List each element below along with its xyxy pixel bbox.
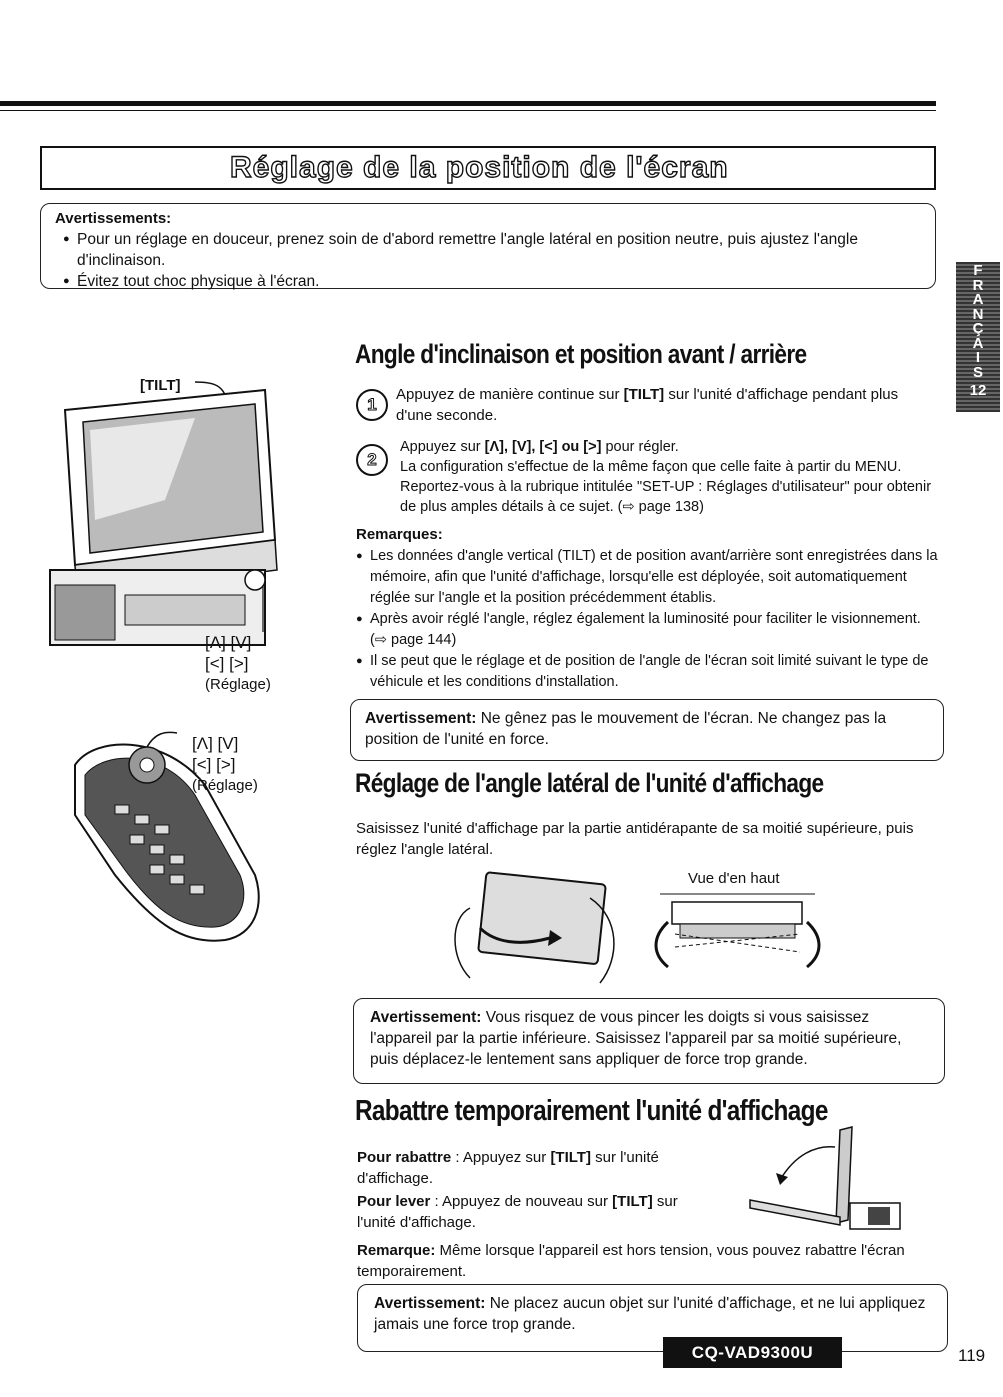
model-badge: CQ-VAD9300U <box>663 1337 842 1368</box>
remote-arrows-up-down: [Λ] [V] <box>192 734 239 753</box>
step-2-badge <box>356 444 388 476</box>
page-number: 119 <box>958 1346 986 1365</box>
section2-warning-box <box>353 998 945 1084</box>
lateral-instructions: Saisissez l'unité d'affichage par la partie antidérapante de sa moitié supérieure, puis réglez l'angle latéral. <box>356 820 914 858</box>
page-title: Réglage de la position de l'écran <box>230 151 729 184</box>
fold-label: Pour rabattre <box>357 1149 452 1166</box>
lateral-grip-illustration <box>440 868 630 998</box>
language-tab-letter: I <box>975 349 981 366</box>
step-1-text-post: sur l'unité d'affichage pendant plus d'une seconde. <box>396 386 899 424</box>
step-1-text <box>396 384 936 426</box>
head-unit-illustration <box>45 370 285 660</box>
language-tab-number: 12 <box>969 382 987 399</box>
fold-illustration <box>740 1125 915 1235</box>
step-number: 1 <box>356 389 388 421</box>
remote-arrows-left-right: [<] [>] <box>192 755 236 774</box>
remarks-list <box>356 546 938 693</box>
section-heading-tilt: Angle d'inclinaison et position avant / arrière <box>355 339 807 369</box>
lift-instruction <box>357 1191 712 1233</box>
arrow-keys: [Λ], [V], [<] ou [>] <box>484 439 602 455</box>
language-tab-letter: S <box>972 363 983 381</box>
language-tab <box>956 262 1000 412</box>
warning-text: Ne gênez pas le mouvement de l'écran. Ne changez pas la position de l'unité en force. <box>365 710 887 748</box>
remark-item: ● Les données d'angle vertical (TILT) et de position avant/arrière sont enregistrées dans la mémoire, afin que l'unité d'affichage, lorsqu'elle est déployée, soit automatiquement réglée sur l'angle et la position précédemment établis. <box>356 546 938 609</box>
section-heading-fold: Rabattre temporairement l'unité d'affichage <box>355 1095 828 1127</box>
top-warning-heading: Avertissements: <box>55 210 172 227</box>
remark-item: ● Il se peut que le réglage et de position de l'angle de l'écran soit limité suivant le type de véhicule et les conditions d'installation. <box>356 651 938 693</box>
unit-arrows-left-right: [<] [>] <box>205 654 249 673</box>
warning-heading: Avertissement: <box>370 1009 482 1026</box>
step-1-text-pre: Appuyez de manière continue sur <box>396 386 624 403</box>
fold-remark <box>357 1240 937 1282</box>
step-2-text-post: pour régler. <box>601 439 679 455</box>
warning-text: Vous risquez de vous pincer les doigts si vous saisissez l'appareil par la partie inférieure. Saisissez l'appareil par sa moitié supérieure, puis déplacez-le lentement sans appliquer de force trop grande. <box>370 1009 902 1068</box>
unit-adjust-label: (Réglage) <box>205 676 271 693</box>
top-warning-box <box>40 203 936 289</box>
language-tab-letter: F <box>973 262 983 279</box>
remote-adjust-label: (Réglage) <box>192 777 258 794</box>
unit-arrows-up-down: [Λ] [V] <box>205 633 252 652</box>
fold-instruction <box>357 1147 712 1189</box>
page-title-box <box>40 146 936 190</box>
language-tab-letter: A <box>972 334 984 352</box>
tilt-key: [TILT] <box>612 1193 653 1210</box>
remark-text: Même lorsque l'appareil est hors tension, vous pouvez rabattre l'écran temporairement. <box>357 1242 905 1280</box>
remark-item: ● Après avoir réglé l'angle, réglez également la luminosité pour faciliter le visionnement. (⇨ page 144) <box>356 609 938 651</box>
tilt-key: [TILT] <box>550 1149 591 1166</box>
remote-arrow-keys <box>192 733 258 796</box>
top-view-label: Vue d'en haut <box>688 870 780 887</box>
top-rule-thin <box>0 110 936 111</box>
lift-label: Pour lever <box>357 1193 431 1210</box>
section3-warning-box <box>357 1284 948 1352</box>
step-1-badge <box>356 389 388 421</box>
warning-text: Ne placez aucun objet sur l'unité d'affichage, et ne lui appliquez jamais une force trop grande. <box>374 1295 926 1333</box>
step-2-text <box>400 437 935 517</box>
warning-heading: Avertissement: <box>365 710 477 727</box>
language-tab-letter: R <box>972 276 984 294</box>
section-heading-lateral: Réglage de l'angle latéral de l'unité d'affichage <box>355 768 824 798</box>
top-view-illustration <box>650 892 825 977</box>
language-tab-letter: N <box>972 305 984 323</box>
section1-warning-box <box>350 699 944 761</box>
tilt-key: [TILT] <box>623 386 665 403</box>
fold-text-pre: : Appuyez sur <box>451 1149 551 1166</box>
lift-text-pre: : Appuyez de nouveau sur <box>430 1193 613 1210</box>
remarks-heading: Remarques: <box>356 526 443 543</box>
language-tab-letter: Ç <box>972 320 984 337</box>
unit-arrow-keys <box>205 632 271 695</box>
top-warning-item: ● Pour un réglage en douceur, prenez soin de d'abord remettre l'angle latéral en position neutre, puis ajustez l'angle d'inclinaison. <box>63 229 921 271</box>
language-tab-letter: A <box>972 291 984 308</box>
remark-heading: Remarque: <box>357 1242 436 1259</box>
top-rule <box>0 101 936 106</box>
lift-text-post: sur l'unité d'affichage. <box>357 1193 678 1231</box>
step-2-text-pre: Appuyez sur <box>400 439 485 455</box>
fold-text-post: sur l'unité d'affichage. <box>357 1149 659 1187</box>
top-warning-item: ● Évitez tout choc physique à l'écran. <box>63 271 921 292</box>
step-number: 2 <box>356 444 388 476</box>
warning-heading: Avertissement: <box>374 1295 486 1312</box>
tilt-label: [TILT] <box>140 377 181 394</box>
step-2-detail: La configuration s'effectue de la même façon que celle faite à partir du MENU. Reportez-vous à la rubrique intitulée "SET-UP : Réglages d'utilisateur" pour obtenir de plus amples détails à ce sujet. (⇨ page 138) <box>400 459 932 515</box>
